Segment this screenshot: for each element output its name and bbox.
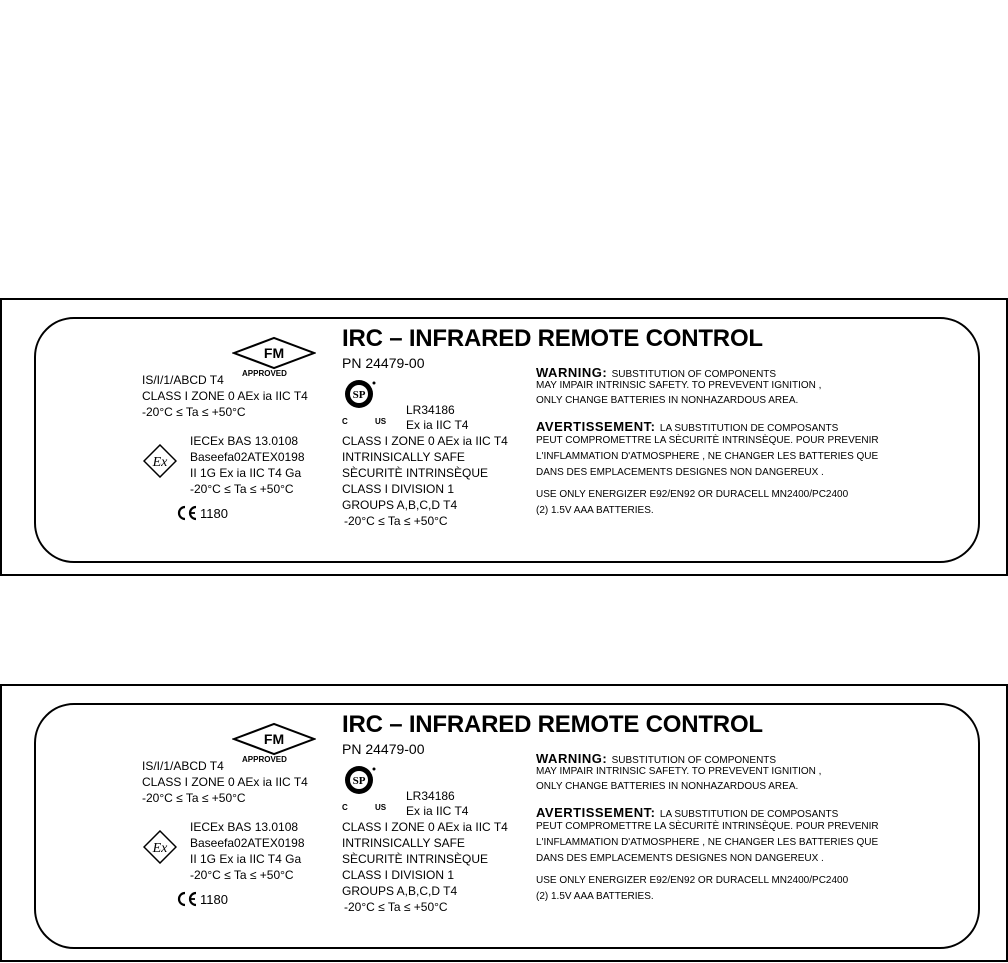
atex-line-1: IECEx BAS 13.0108	[190, 820, 299, 834]
ce-mark-icon	[176, 505, 198, 521]
fm-line-3: -20°C ≤ Ta ≤ +50°C	[142, 405, 246, 419]
csa-cert: LR34186	[406, 789, 455, 803]
part-number: PN 24479-00	[342, 741, 425, 757]
fm-line-2: CLASS I ZONE 0 AEx ia IIC T4	[142, 389, 308, 403]
label-title: IRC – INFRARED REMOTE CONTROL	[342, 325, 763, 352]
avertissement-line-3: L'INFLAMMATION D'ATMOSPHERE , NE CHANGER LES BATTERIES QUE	[536, 837, 879, 848]
fm-logo-text: FM	[263, 345, 285, 361]
fm-line-3: -20°C ≤ Ta ≤ +50°C	[142, 791, 246, 805]
battery-line-2: (2) 1.5V AAA BATTERIES.	[536, 891, 654, 902]
avertissement-line-1: LA SUBSTITUTION DE COMPOSANTS	[659, 423, 839, 434]
warning-line-1: SUBSTITUTION OF COMPONENTS	[611, 755, 777, 766]
battery-line-1: USE ONLY ENERGIZER E92/EN92 OR DURACELL MN2400/PC2400	[536, 489, 849, 500]
fm-line-2: CLASS I ZONE 0 AEx ia IIC T4	[142, 775, 308, 789]
csa-line-3: SÈCURITÈ INTRINSÈQUE	[342, 852, 489, 866]
battery-line-2: (2) 1.5V AAA BATTERIES.	[536, 505, 654, 516]
avertissement-heading: AVERTISSEMENT:	[536, 805, 656, 820]
label-card	[34, 703, 980, 949]
atex-line-3: II 1G Ex ia IIC T4 Ga	[190, 852, 302, 866]
warning-heading: WARNING:	[536, 751, 608, 766]
ex-hexagon-icon	[143, 444, 177, 478]
warning-heading: WARNING:	[536, 365, 608, 380]
atex-line-2: Baseefa02ATEX0198	[190, 836, 305, 850]
warning-line-3: ONLY CHANGE BATTERIES IN NONHAZARDOUS AREA.	[536, 395, 799, 406]
atex-line-3: II 1G Ex ia IIC T4 Ga	[190, 466, 302, 480]
csa-logo-icon	[344, 764, 376, 796]
csa-line-2: INTRINSICALLY SAFE	[342, 450, 465, 464]
avertissement-block	[536, 419, 838, 435]
csa-c-text: C	[342, 417, 348, 426]
fm-line-1: IS/I/1/ABCD T4	[142, 373, 224, 387]
csa-logo-icon	[344, 378, 376, 410]
avertissement-block	[536, 805, 838, 821]
fm-line-1: IS/I/1/ABCD T4	[142, 759, 224, 773]
csa-us-text: US	[375, 417, 387, 426]
label-card	[34, 317, 980, 563]
warning-line-3: ONLY CHANGE BATTERIES IN NONHAZARDOUS AREA.	[536, 781, 799, 792]
avertissement-heading: AVERTISSEMENT:	[536, 419, 656, 434]
csa-line-1: CLASS I ZONE 0 AEx ia IIC T4	[342, 820, 508, 834]
fm-approved-icon	[232, 722, 316, 756]
fm-approved-icon	[232, 336, 316, 370]
label-panel-1	[0, 298, 1008, 576]
csa-line-6: -20°C ≤ Ta ≤ +50°C	[344, 514, 448, 528]
csa-line-5: GROUPS A,B,C,D T4	[342, 884, 458, 898]
atex-line-1: IECEx BAS 13.0108	[190, 434, 299, 448]
avertissement-line-2: PEUT COMPROMETTRE LA SÈCURITÈ INTRINSÈQUE. POUR PREVENIR	[536, 435, 879, 446]
battery-line-1: USE ONLY ENERGIZER E92/EN92 OR DURACELL MN2400/PC2400	[536, 875, 849, 886]
ex-hexagon-icon	[143, 830, 177, 864]
csa-us-text: US	[375, 803, 387, 812]
ce-number: 1180	[200, 892, 228, 907]
fm-logo-text: FM	[263, 731, 285, 747]
csa-rating: Ex ia IIC T4	[406, 804, 469, 818]
csa-line-6: -20°C ≤ Ta ≤ +50°C	[344, 900, 448, 914]
warning-block	[536, 365, 776, 381]
csa-logo-text: SP	[352, 389, 366, 401]
csa-line-3: SÈCURITÈ INTRINSÈQUE	[342, 466, 489, 480]
csa-rating: Ex ia IIC T4	[406, 418, 469, 432]
atex-line-2: Baseefa02ATEX0198	[190, 450, 305, 464]
avertissement-line-3: L'INFLAMMATION D'ATMOSPHERE , NE CHANGER LES BATTERIES QUE	[536, 451, 879, 462]
fm-approved-text: APPROVED	[242, 369, 287, 378]
ex-symbol-text: Ex	[152, 841, 168, 856]
atex-line-4: -20°C ≤ Ta ≤ +50°C	[190, 868, 294, 882]
avertissement-line-4: DANS DES EMPLACEMENTS DESIGNES NON DANGEREUX .	[536, 853, 824, 864]
csa-line-4: CLASS I DIVISION 1	[342, 482, 455, 496]
avertissement-line-2: PEUT COMPROMETTRE LA SÈCURITÈ INTRINSÈQUE. POUR PREVENIR	[536, 821, 879, 832]
csa-line-2: INTRINSICALLY SAFE	[342, 836, 465, 850]
csa-c-text: C	[342, 803, 348, 812]
csa-line-1: CLASS I ZONE 0 AEx ia IIC T4	[342, 434, 508, 448]
csa-logo-text: SP	[352, 775, 366, 787]
warning-line-2: MAY IMPAIR INTRINSIC SAFETY. TO PREVEVENT IGNITION ,	[536, 766, 822, 777]
ce-number: 1180	[200, 506, 228, 521]
warning-line-2: MAY IMPAIR INTRINSIC SAFETY. TO PREVEVENT IGNITION ,	[536, 380, 822, 391]
ex-symbol-text: Ex	[152, 455, 168, 470]
ce-mark-icon	[176, 891, 198, 907]
atex-line-4: -20°C ≤ Ta ≤ +50°C	[190, 482, 294, 496]
label-panel-2	[0, 684, 1008, 962]
csa-line-4: CLASS I DIVISION 1	[342, 868, 455, 882]
warning-block	[536, 751, 776, 767]
label-title: IRC – INFRARED REMOTE CONTROL	[342, 711, 763, 738]
part-number: PN 24479-00	[342, 355, 425, 371]
csa-line-5: GROUPS A,B,C,D T4	[342, 498, 458, 512]
warning-line-1: SUBSTITUTION OF COMPONENTS	[611, 369, 777, 380]
avertissement-line-1: LA SUBSTITUTION DE COMPOSANTS	[659, 809, 839, 820]
avertissement-line-4: DANS DES EMPLACEMENTS DESIGNES NON DANGEREUX .	[536, 467, 824, 478]
fm-approved-text: APPROVED	[242, 755, 287, 764]
csa-cert: LR34186	[406, 403, 455, 417]
